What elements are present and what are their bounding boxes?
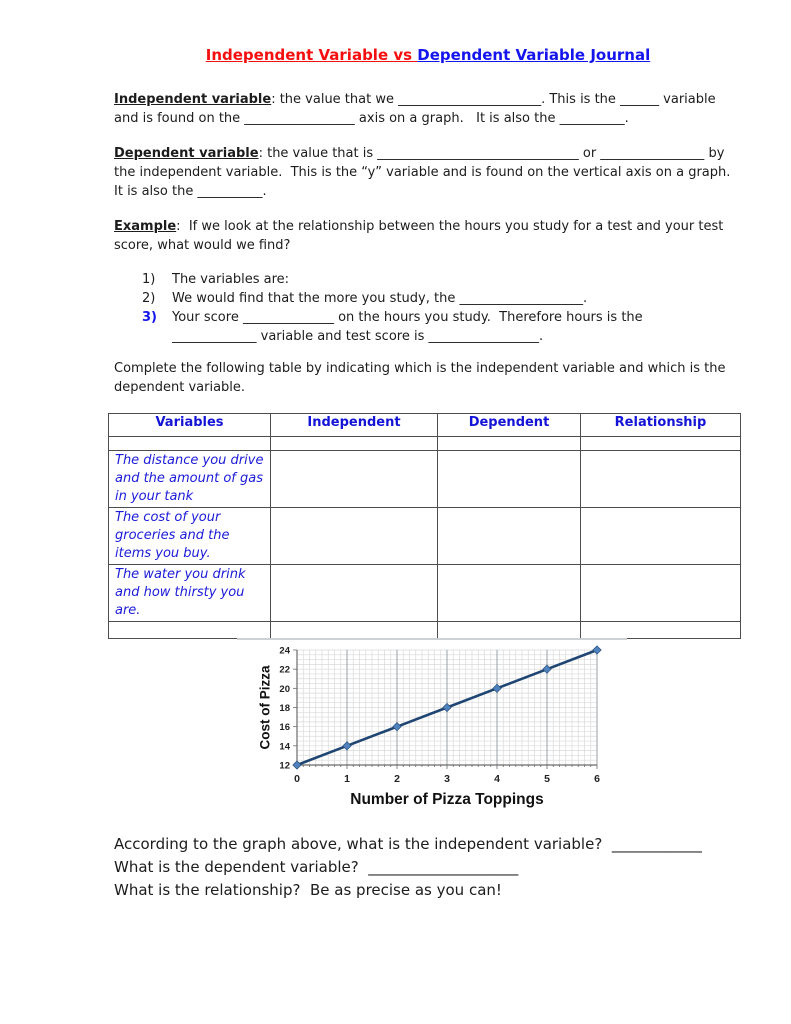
header-independent: Independent <box>271 414 438 437</box>
para-example <box>114 217 740 255</box>
dependent-variable-label: Dependent variable <box>114 146 259 161</box>
question-independent: According to the graph above, what is the independent variable? ____________ <box>114 835 702 853</box>
svg-text:1: 1 <box>344 773 350 785</box>
variables-cell: The distance you drive and the amount of gas in your tank <box>109 451 271 508</box>
table-cell <box>271 622 438 639</box>
variables-table <box>108 413 741 639</box>
page-title <box>116 46 740 64</box>
list-item <box>114 308 740 327</box>
independent-variable-label: Independent variable <box>114 92 272 107</box>
list-item <box>114 270 740 289</box>
svg-text:20: 20 <box>279 683 290 695</box>
header-relationship: Relationship <box>581 414 741 437</box>
para-independent-definition <box>114 90 740 128</box>
dependent-answer-cell <box>438 565 581 622</box>
list-item-number: 2) <box>142 291 156 306</box>
question-dependent: What is the dependent variable? ____________________ <box>114 858 519 876</box>
svg-text:2: 2 <box>394 773 400 785</box>
table-instructions: Complete the following table by indicating which is the independent variable and which is the dependent variable. <box>114 361 730 395</box>
example-list <box>114 270 740 346</box>
independent-answer-cell <box>271 565 438 622</box>
svg-text:16: 16 <box>279 722 290 734</box>
title-red-segment: Independent Variable vs <box>205 46 418 64</box>
table-empty-row <box>109 437 741 451</box>
svg-text:3: 3 <box>444 773 450 785</box>
list-item-number: 1) <box>142 272 156 287</box>
table-cell <box>109 437 271 451</box>
table-cell <box>109 622 271 639</box>
table-header-row <box>109 414 741 437</box>
table-row <box>109 508 741 565</box>
svg-text:4: 4 <box>494 773 500 785</box>
independent-variable-text: : the value that we ______________________. This is the ______ variable and is found on the _________________ axis on a graph. It is also the __________. <box>114 92 720 126</box>
svg-text:14: 14 <box>279 741 290 753</box>
relationship-answer-cell <box>581 565 741 622</box>
list-item-number-highlighted: 3) <box>142 310 157 325</box>
list-item-text: We would find that the more you study, the ___________________. <box>172 291 588 306</box>
relationship-answer-cell <box>581 508 741 565</box>
header-dependent: Dependent <box>438 414 581 437</box>
header-variables: Variables <box>109 414 271 437</box>
list-item-text: Your score ______________ on the hours you study. Therefore hours is the <box>172 310 643 325</box>
table-row <box>109 451 741 508</box>
dependent-answer-cell <box>438 508 581 565</box>
pizza-cost-chart <box>240 640 640 820</box>
svg-text:0: 0 <box>294 773 300 785</box>
svg-text:5: 5 <box>544 773 550 785</box>
relationship-answer-cell <box>581 451 741 508</box>
dependent-answer-cell <box>438 451 581 508</box>
independent-answer-cell <box>271 508 438 565</box>
title-blue-segment: Dependent Variable Journal <box>417 46 651 64</box>
example-label: Example <box>114 219 177 234</box>
table-empty-row <box>109 622 741 639</box>
svg-text:12: 12 <box>279 760 290 772</box>
graph-questions <box>114 833 754 902</box>
list-item-continuation <box>114 327 740 346</box>
svg-text:24: 24 <box>279 645 290 657</box>
svg-text:6: 6 <box>594 773 600 785</box>
table-cell <box>438 437 581 451</box>
table-cell <box>581 437 741 451</box>
question-relationship: What is the relationship? Be as precise as you can! <box>114 881 502 899</box>
table-cell <box>581 622 741 639</box>
table-cell <box>271 437 438 451</box>
variables-cell: The water you drink and how thirsty you are. <box>109 565 271 622</box>
chart-plot-area <box>240 640 640 788</box>
list-item-number-empty <box>142 327 172 346</box>
para-dependent-definition <box>114 144 740 201</box>
list-item <box>114 289 740 308</box>
list-item-text: The variables are: <box>172 272 290 287</box>
table-row <box>109 565 741 622</box>
independent-answer-cell <box>271 451 438 508</box>
svg-text:22: 22 <box>279 664 290 676</box>
table-cell <box>438 622 581 639</box>
chart-x-axis-label: Number of Pizza Toppings <box>350 791 544 808</box>
list-item-text: _____________ variable and test score is _________________. <box>172 329 544 344</box>
svg-text:18: 18 <box>279 703 290 714</box>
example-text: : If we look at the relationship between the hours you study for a test and your test score, what would we find? <box>114 219 728 253</box>
dependent-variable-text: : the value that is _______________________________ or ________________ by the independent variable. This is the “y” variable and is found on the vertical axis on a graph. It is also the __________. <box>114 146 739 199</box>
chart-y-axis-label: Cost of Pizza <box>257 665 273 750</box>
variables-cell: The cost of your groceries and the items you buy. <box>109 508 271 565</box>
